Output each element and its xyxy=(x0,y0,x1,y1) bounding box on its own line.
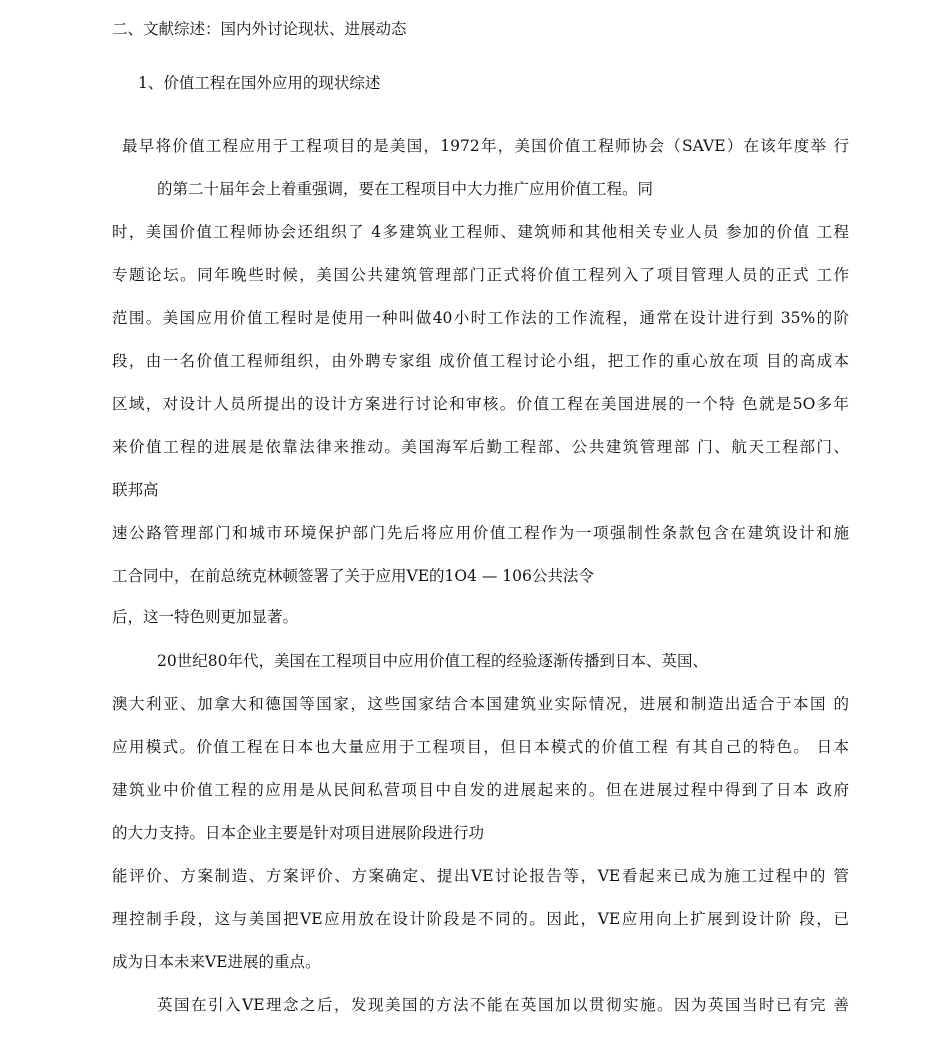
paragraph-line: 来价值工程的进展是依靠法律来推动。美国海军后勤工程部、公共建筑管理部 门、航天工程部门、 xyxy=(112,438,849,456)
paragraph-line: 建筑业中价值工程的应用是从民间私营项目中自发的进展起来的。但在进展过程中得到了日本 政府 xyxy=(112,781,849,799)
paragraph-line: 工合同中，在前总统克林顿签署了关于应用VE的1O4 — 106公共法令 xyxy=(112,567,594,585)
paragraph-line: 最早将价值工程应用于工程项目的是美国，1972年，美国价值工程师协会（SAVE）在该年度举 行 xyxy=(122,137,849,155)
paragraph-line: 后，这一特色则更加显著。 xyxy=(112,608,299,626)
paragraph-line: 能评价、方案制造、方案评价、方案确定、提出VE讨论报告等，VE看起来已成为施工过程中的 管 xyxy=(112,867,849,885)
paragraph-line: 英国在引入VE理念之后，发现美国的方法不能在英国加以贯彻实施。因为英国当时已有完 善 xyxy=(157,996,849,1014)
paragraph-line: 理控制手段，这与美国把VE应用放在设计阶段是不同的。因此，VE应用向上扩展到设计阶 段，已 xyxy=(112,910,849,928)
paragraph-line: 时，美国价值工程师协会还组织了 4多建筑业工程师、建筑师和其他相关专业人员 参加的价值 工程 xyxy=(112,223,849,241)
paragraph-line: 澳大利亚、加拿大和德国等国家，这些国家结合本国建筑业实际情况，进展和制造出适合于本国 的 xyxy=(112,695,849,713)
paragraph-line: 段，由一名价值工程师组织，由外聘专家组 成价值工程讨论小组，把工作的重心放在项 目的高成本 xyxy=(112,352,849,370)
paragraph-line: 速公路管理部门和城市环境保护部门先后将应用价值工程作为一项强制性条款包含在建筑设计和施 xyxy=(112,524,849,542)
paragraph-line: 范围。美国应用价值工程时是使用一种叫做40小时工作法的工作流程，通常在设计进行到 35%的阶 xyxy=(112,309,849,327)
paragraph-line: 专题论坛。同年晚些时候，美国公共建筑管理部门正式将价值工程列入了项目管理人员的正式 工作 xyxy=(112,266,849,284)
paragraph-line: 的第二十届年会上着重强调，要在工程项目中大力推广应用价值工程。同 xyxy=(157,180,654,198)
paragraph-line: 区域，对设计人员所提出的设计方案进行讨论和审核。价值工程在美国进展的一个特 色就是5O多年 xyxy=(112,395,849,413)
paragraph-line: 的大力支持。日本企业主要是针对项目进展阶段进行功 xyxy=(112,824,485,842)
paragraph-line: 应用模式。价值工程在日本也大量应用于工程项目，但日本模式的价值工程 有其自己的特色。 日本 xyxy=(112,738,849,756)
paragraph-line: 20世纪80年代，美国在工程项目中应用价值工程的经验逐渐传播到日本、英国、 xyxy=(157,652,708,670)
subsection-heading: 1、价值工程在国外应用的现状综述 xyxy=(138,74,381,92)
section-heading: 二、文献综述：国内外讨论现状、进展动态 xyxy=(112,20,407,38)
paragraph-line: 成为日本未来VE进展的重点。 xyxy=(112,953,321,971)
paragraph-line: 联邦高 xyxy=(112,481,159,499)
